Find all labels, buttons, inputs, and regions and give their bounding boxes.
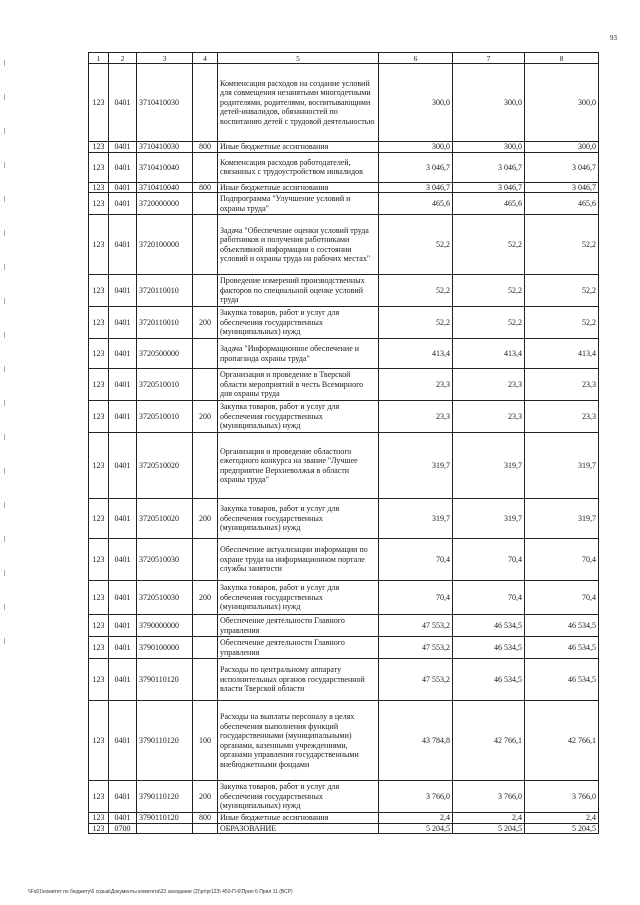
- cell-amount-year3: 3 766,0: [525, 781, 599, 813]
- cell-target-code: 3790110120: [137, 781, 193, 813]
- cell-target-code: 3720510030: [137, 539, 193, 581]
- cell-expense-type: [193, 823, 218, 834]
- cell-expense-type: 800: [193, 182, 218, 193]
- cell-amount-year1: 2,4: [379, 813, 453, 824]
- cell-admin-code: 123: [89, 615, 109, 637]
- cell-section-code: 0401: [109, 142, 137, 153]
- cell-admin-code: 123: [89, 499, 109, 539]
- cell-expense-type: 800: [193, 142, 218, 153]
- cell-amount-year3: 465,6: [525, 193, 599, 215]
- cell-expense-type: [193, 539, 218, 581]
- cell-amount-year3: 319,7: [525, 499, 599, 539]
- cell-section-code: 0401: [109, 433, 137, 499]
- cell-section-code: 0401: [109, 275, 137, 307]
- cell-section-code: 0401: [109, 215, 137, 275]
- cell-amount-year2: 413,4: [453, 339, 525, 369]
- cell-target-code: 3790110120: [137, 659, 193, 701]
- header-row: [89, 53, 599, 64]
- header-cell: 7: [453, 53, 525, 64]
- header-cell: 4: [193, 53, 218, 64]
- cell-amount-year1: 23,3: [379, 401, 453, 433]
- footer-file-path: \\Fs01\комитет по бюджету\6 созыв\Документы комитета\23 заседание (2)\pr\pr123\ 450-П-6\Прил 6 Прил 11 (ВСР): [28, 889, 293, 895]
- cell-section-code: 0401: [109, 339, 137, 369]
- cell-amount-year3: 46 534,5: [525, 637, 599, 659]
- cell-description: Закупка товаров, работ и услуг для обеспечения государственных (муниципальных) нужд: [218, 499, 379, 539]
- cell-amount-year3: 52,2: [525, 307, 599, 339]
- cell-admin-code: 123: [89, 813, 109, 824]
- cell-amount-year1: 300,0: [379, 142, 453, 153]
- cell-admin-code: 123: [89, 637, 109, 659]
- table-row: [89, 659, 599, 701]
- cell-section-code: 0401: [109, 307, 137, 339]
- table-row: [89, 433, 599, 499]
- budget-table: [88, 52, 599, 834]
- cell-expense-type: [193, 275, 218, 307]
- cell-amount-year1: 465,6: [379, 193, 453, 215]
- cell-amount-year3: 5 204,5: [525, 823, 599, 834]
- cell-amount-year3: 46 534,5: [525, 615, 599, 637]
- cell-section-code: 0700: [109, 823, 137, 834]
- cell-target-code: 3710410030: [137, 64, 193, 142]
- cell-amount-year2: 70,4: [453, 581, 525, 615]
- cell-admin-code: 123: [89, 64, 109, 142]
- table-row: [89, 182, 599, 193]
- cell-target-code: 3790110120: [137, 813, 193, 824]
- cell-description: Расходы на выплаты персоналу в целях обеспечения выполнения функций государственными (муниципальными) органами, казенными учреждениями, органами управления государственными внебюджетными фондами: [218, 701, 379, 781]
- cell-target-code: 3710410030: [137, 142, 193, 153]
- cell-target-code: 3790110120: [137, 701, 193, 781]
- cell-amount-year3: 3 046,7: [525, 152, 599, 182]
- cell-amount-year2: 465,6: [453, 193, 525, 215]
- table-row: [89, 215, 599, 275]
- cell-section-code: 0401: [109, 369, 137, 401]
- cell-admin-code: 123: [89, 701, 109, 781]
- cell-amount-year2: 70,4: [453, 539, 525, 581]
- cell-description: Компенсация расходов на создание условий для совмещения незанятыми многодетными родителями, родителями, воспитывающими детей-инвалидов, обязанностей по воспитанию детей с трудовой деятельностью: [218, 64, 379, 142]
- table-row: [89, 142, 599, 153]
- cell-amount-year2: 52,2: [453, 307, 525, 339]
- header-cell: 8: [525, 53, 599, 64]
- cell-description: Обеспечение деятельности Главного управления: [218, 637, 379, 659]
- cell-target-code: 3720510020: [137, 433, 193, 499]
- cell-amount-year1: 319,7: [379, 433, 453, 499]
- cell-amount-year1: 70,4: [379, 581, 453, 615]
- cell-target-code: 3720510020: [137, 499, 193, 539]
- header-cell: 5: [218, 53, 379, 64]
- page-number: 93: [610, 34, 617, 42]
- cell-expense-type: 800: [193, 813, 218, 824]
- cell-description: Проведение измерений производственных факторов по специальной оценке условий труда: [218, 275, 379, 307]
- margin-marks: [4, 60, 6, 680]
- cell-description: Организация и проведение областного ежегодного конкурса на звание "Лучшее предприятие Верхневолжья в области охраны труда": [218, 433, 379, 499]
- cell-admin-code: 123: [89, 781, 109, 813]
- cell-amount-year1: 3 046,7: [379, 182, 453, 193]
- cell-target-code: 3720000000: [137, 193, 193, 215]
- table-row: [89, 823, 599, 834]
- cell-amount-year3: 3 046,7: [525, 182, 599, 193]
- cell-amount-year1: 43 784,8: [379, 701, 453, 781]
- cell-admin-code: 123: [89, 307, 109, 339]
- cell-admin-code: 123: [89, 193, 109, 215]
- cell-admin-code: 123: [89, 659, 109, 701]
- cell-amount-year2: 46 534,5: [453, 615, 525, 637]
- cell-amount-year2: 300,0: [453, 64, 525, 142]
- cell-section-code: 0401: [109, 499, 137, 539]
- cell-description: Закупка товаров, работ и услуг для обеспечения государственных (муниципальных) нужд: [218, 781, 379, 813]
- cell-section-code: 0401: [109, 401, 137, 433]
- cell-amount-year3: 413,4: [525, 339, 599, 369]
- header-cell: 2: [109, 53, 137, 64]
- header-cell: 1: [89, 53, 109, 64]
- cell-expense-type: [193, 659, 218, 701]
- cell-amount-year3: 70,4: [525, 581, 599, 615]
- cell-amount-year2: 3 766,0: [453, 781, 525, 813]
- table-body: [89, 64, 599, 834]
- cell-expense-type: 200: [193, 307, 218, 339]
- cell-amount-year3: 23,3: [525, 369, 599, 401]
- cell-target-code: 3710410040: [137, 152, 193, 182]
- table-row: [89, 193, 599, 215]
- cell-amount-year1: 319,7: [379, 499, 453, 539]
- cell-description: Закупка товаров, работ и услуг для обеспечения государственных (муниципальных) нужд: [218, 401, 379, 433]
- cell-section-code: 0401: [109, 182, 137, 193]
- cell-expense-type: 200: [193, 581, 218, 615]
- cell-amount-year3: 2,4: [525, 813, 599, 824]
- cell-section-code: 0401: [109, 615, 137, 637]
- cell-section-code: 0401: [109, 781, 137, 813]
- table-row: [89, 275, 599, 307]
- cell-description: Задача "Обеспечение оценки условий труда работников и получения работниками объективной информации о состоянии условий и охраны труда на рабочих местах": [218, 215, 379, 275]
- cell-target-code: 3720100000: [137, 215, 193, 275]
- cell-admin-code: 123: [89, 339, 109, 369]
- cell-admin-code: 123: [89, 152, 109, 182]
- cell-amount-year3: 52,2: [525, 275, 599, 307]
- cell-admin-code: 123: [89, 823, 109, 834]
- cell-expense-type: [193, 433, 218, 499]
- cell-expense-type: [193, 637, 218, 659]
- cell-amount-year1: 52,2: [379, 307, 453, 339]
- cell-amount-year3: 46 534,5: [525, 659, 599, 701]
- cell-description: ОБРАЗОВАНИЕ: [218, 823, 379, 834]
- cell-expense-type: 200: [193, 401, 218, 433]
- cell-amount-year1: 52,2: [379, 275, 453, 307]
- cell-amount-year3: 300,0: [525, 142, 599, 153]
- cell-description: Организация и проведение в Тверской области мероприятий в честь Всемирного дня охраны труда: [218, 369, 379, 401]
- table-row: [89, 307, 599, 339]
- header-cell: 6: [379, 53, 453, 64]
- cell-amount-year1: 3 046,7: [379, 152, 453, 182]
- cell-amount-year1: 47 553,2: [379, 615, 453, 637]
- cell-section-code: 0401: [109, 64, 137, 142]
- cell-target-code: 3720110010: [137, 275, 193, 307]
- cell-admin-code: 123: [89, 581, 109, 615]
- cell-amount-year2: 52,2: [453, 275, 525, 307]
- cell-expense-type: [193, 369, 218, 401]
- cell-target-code: 3720500000: [137, 339, 193, 369]
- cell-target-code: 3720510010: [137, 401, 193, 433]
- cell-amount-year3: 23,3: [525, 401, 599, 433]
- cell-description: Обеспечение актуализации информации по охране труда на информационном портале службы занятости: [218, 539, 379, 581]
- cell-description: Иные бюджетные ассигнования: [218, 182, 379, 193]
- cell-section-code: 0401: [109, 152, 137, 182]
- cell-amount-year2: 5 204,5: [453, 823, 525, 834]
- table-row: [89, 152, 599, 182]
- cell-description: Обеспечение деятельности Главного управления: [218, 615, 379, 637]
- cell-amount-year1: 300,0: [379, 64, 453, 142]
- cell-amount-year2: 3 046,7: [453, 152, 525, 182]
- cell-amount-year2: 23,3: [453, 401, 525, 433]
- cell-amount-year2: 42 766,1: [453, 701, 525, 781]
- cell-amount-year3: 70,4: [525, 539, 599, 581]
- cell-amount-year2: 46 534,5: [453, 659, 525, 701]
- header-cell: 3: [137, 53, 193, 64]
- cell-amount-year1: 23,3: [379, 369, 453, 401]
- table-row: [89, 581, 599, 615]
- cell-expense-type: [193, 193, 218, 215]
- cell-expense-type: 200: [193, 781, 218, 813]
- cell-amount-year2: 23,3: [453, 369, 525, 401]
- cell-amount-year3: 300,0: [525, 64, 599, 142]
- cell-amount-year1: 47 553,2: [379, 637, 453, 659]
- table-row: [89, 64, 599, 142]
- cell-amount-year2: 319,7: [453, 433, 525, 499]
- cell-target-code: 3790000000: [137, 615, 193, 637]
- table-row: [89, 813, 599, 824]
- cell-amount-year2: 2,4: [453, 813, 525, 824]
- table-row: [89, 781, 599, 813]
- cell-section-code: 0401: [109, 581, 137, 615]
- cell-section-code: 0401: [109, 813, 137, 824]
- cell-expense-type: [193, 215, 218, 275]
- cell-target-code: 3720510010: [137, 369, 193, 401]
- table-row: [89, 499, 599, 539]
- table-row: [89, 339, 599, 369]
- cell-expense-type: 100: [193, 701, 218, 781]
- cell-admin-code: 123: [89, 275, 109, 307]
- cell-admin-code: 123: [89, 369, 109, 401]
- cell-description: Компенсация расходов работодателей, связанных с трудоустройством инвалидов: [218, 152, 379, 182]
- cell-target-code: 3720510030: [137, 581, 193, 615]
- cell-section-code: 0401: [109, 539, 137, 581]
- cell-admin-code: 123: [89, 182, 109, 193]
- cell-amount-year3: 52,2: [525, 215, 599, 275]
- cell-description: Иные бюджетные ассигнования: [218, 142, 379, 153]
- cell-section-code: 0401: [109, 193, 137, 215]
- cell-amount-year2: 3 046,7: [453, 182, 525, 193]
- cell-description: Подпрограмма "Улучшение условий и охраны труда": [218, 193, 379, 215]
- cell-amount-year3: 42 766,1: [525, 701, 599, 781]
- table-row: [89, 401, 599, 433]
- table-row: [89, 615, 599, 637]
- cell-target-code: 3710410040: [137, 182, 193, 193]
- cell-expense-type: 200: [193, 499, 218, 539]
- cell-admin-code: 123: [89, 433, 109, 499]
- cell-amount-year1: 70,4: [379, 539, 453, 581]
- cell-amount-year2: 319,7: [453, 499, 525, 539]
- cell-target-code: 3790100000: [137, 637, 193, 659]
- cell-admin-code: 123: [89, 142, 109, 153]
- cell-description: Закупка товаров, работ и услуг для обеспечения государственных (муниципальных) нужд: [218, 307, 379, 339]
- cell-target-code: [137, 823, 193, 834]
- cell-section-code: 0401: [109, 637, 137, 659]
- cell-amount-year1: 5 204,5: [379, 823, 453, 834]
- cell-amount-year3: 319,7: [525, 433, 599, 499]
- cell-admin-code: 123: [89, 401, 109, 433]
- cell-amount-year1: 52,2: [379, 215, 453, 275]
- table-row: [89, 701, 599, 781]
- cell-amount-year1: 413,4: [379, 339, 453, 369]
- cell-expense-type: [193, 152, 218, 182]
- cell-description: Иные бюджетные ассигнования: [218, 813, 379, 824]
- cell-expense-type: [193, 615, 218, 637]
- cell-expense-type: [193, 339, 218, 369]
- cell-amount-year2: 46 534,5: [453, 637, 525, 659]
- cell-expense-type: [193, 64, 218, 142]
- cell-amount-year2: 52,2: [453, 215, 525, 275]
- cell-section-code: 0401: [109, 659, 137, 701]
- cell-description: Закупка товаров, работ и услуг для обеспечения государственных (муниципальных) нужд: [218, 581, 379, 615]
- cell-amount-year1: 47 553,2: [379, 659, 453, 701]
- cell-section-code: 0401: [109, 701, 137, 781]
- cell-admin-code: 123: [89, 215, 109, 275]
- table-row: [89, 369, 599, 401]
- cell-description: Задача "Информационное обеспечение и пропаганда охраны труда": [218, 339, 379, 369]
- cell-amount-year1: 3 766,0: [379, 781, 453, 813]
- cell-amount-year2: 300,0: [453, 142, 525, 153]
- cell-description: Расходы по центральному аппарату исполнительных органов государственной власти Тверской области: [218, 659, 379, 701]
- table-row: [89, 637, 599, 659]
- cell-target-code: 3720110010: [137, 307, 193, 339]
- cell-admin-code: 123: [89, 539, 109, 581]
- table-row: [89, 539, 599, 581]
